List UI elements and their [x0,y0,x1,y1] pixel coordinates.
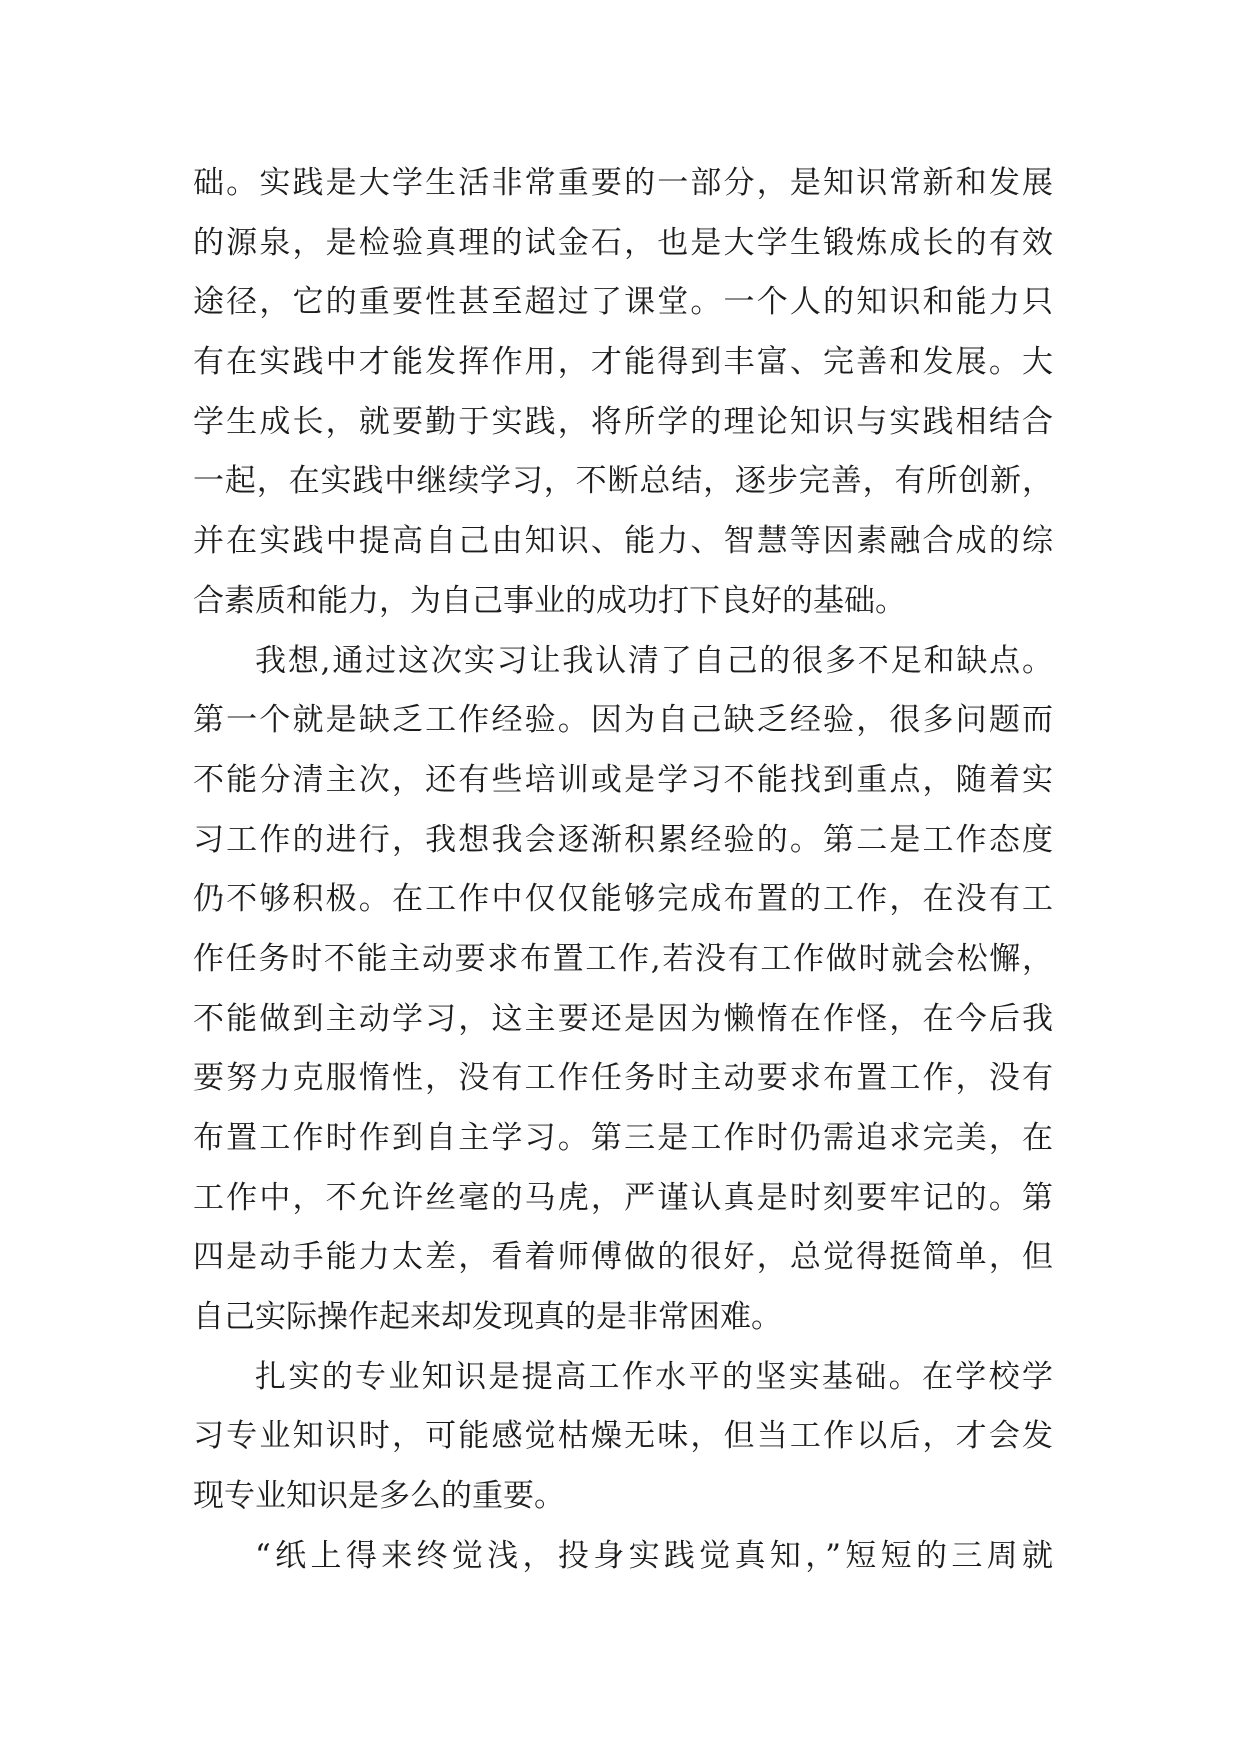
text-line: 自己实际操作起来却发现真的是非常困难。 [193,1299,782,1336]
text-line: 要努力克服惰性，没有工作任务时主动要求布置工作，没有 [193,1060,1053,1097]
text-line: 布置工作时作到自主学习。第三是工作时仍需追求完美，在 [193,1120,1053,1156]
text-line: 扎实的专业知识是提高工作水平的坚实基础。在学校学 [255,1358,1053,1395]
text-line: 不能分清主次，还有些培训或是学习不能找到重点，随着实 [193,761,1053,798]
text-line: 习工作的进行，我想我会逐渐积累经验的。第二是工作态度 [193,821,1053,858]
text-line: 第一个就是缺乏工作经验。因为自己缺乏经验，很多问题而 [193,702,1053,739]
text-line: “纸上得来终觉浅，投身实践觉真知，”短短的三周就 [255,1537,1053,1574]
text-line: 并在实践中提高自己由知识、能力、智慧等因素融合成的综 [193,523,1053,560]
text-line: 不能做到主动学习，这主要还是因为懒惰在作怪，在今后我 [193,1000,1053,1037]
text-line: 一起，在实践中继续学习，不断总结，逐步完善，有所创新， [193,463,1053,500]
text-line: 有在实践中才能发挥作用，才能得到丰富、完善和发展。大 [193,344,1053,381]
text-line: 四是动手能力太差，看着师傅做的很好，总觉得挺简单，但 [193,1239,1053,1276]
text-line: 作任务时不能主动要求布置工作,若没有工作做时就会松懈， [193,940,1053,977]
text-line: 习专业知识时，可能感觉枯燥无味，但当工作以后，才会发 [193,1418,1053,1455]
text-line: 工作中，不允许丝毫的马虎，严谨认真是时刻要牢记的。第 [193,1179,1053,1216]
text-line: 学生成长，就要勤于实践，将所学的理论知识与实践相结合 [193,403,1053,440]
text-line: 仍不够积极。在工作中仅仅能够完成布置的工作，在没有工 [193,881,1053,918]
text-line: 我想,通过这次实习让我认清了自己的很多不足和缺点。 [255,642,1053,679]
text-line: 础。实践是大学生活非常重要的一部分，是知识常新和发展 [193,165,1053,201]
text-line: 的源泉，是检验真理的试金石，也是大学生锻炼成长的有效 [193,224,1053,261]
text-line: 途径，它的重要性甚至超过了课堂。一个人的知识和能力只 [193,284,1053,321]
text-line: 现专业知识是多么的重要。 [193,1478,565,1515]
body-text [193,154,1053,1587]
text-line: 合素质和能力，为自己事业的成功打下良好的基础。 [193,582,906,619]
